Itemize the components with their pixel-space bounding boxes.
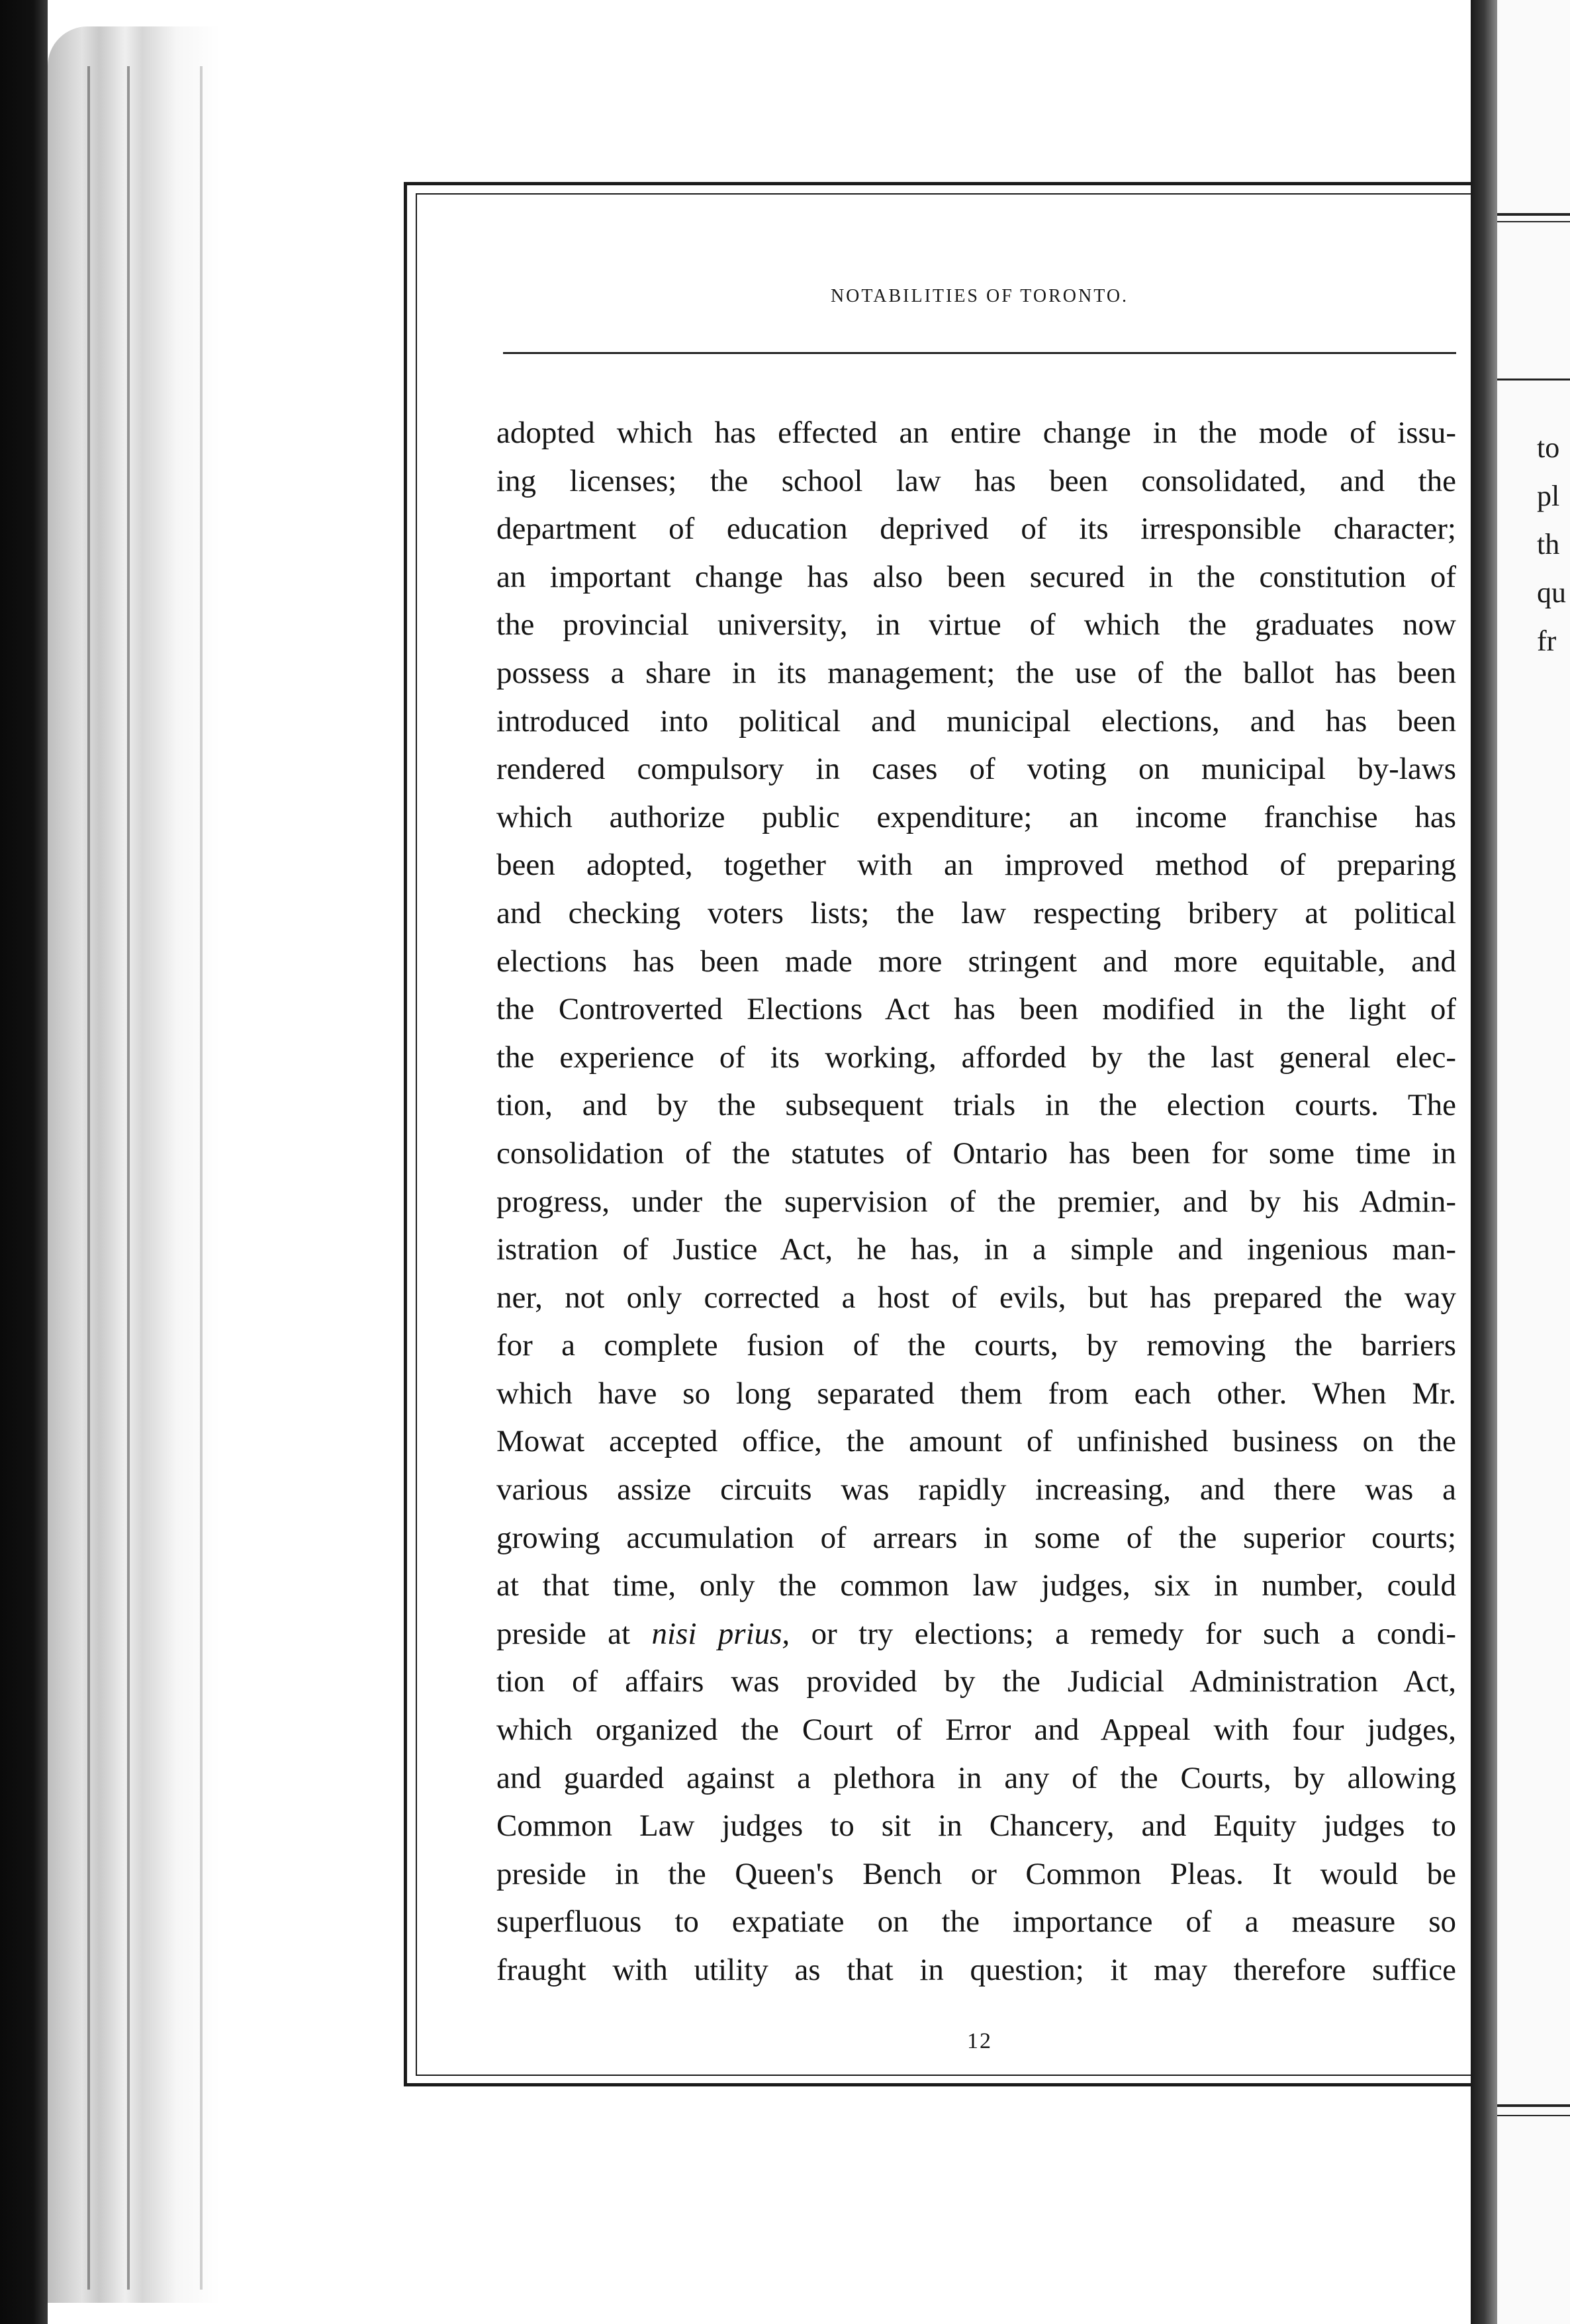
frame-rule-bottom-outer <box>404 2083 1471 2086</box>
frame-rule-top-outer <box>404 182 1471 185</box>
text-line: various assize circuits was rapidly increasing, and there was a <box>496 1472 1456 1507</box>
text-line: the provincial university, in virtue of which the graduates now <box>496 607 1456 643</box>
facing-page-header-rule <box>1497 379 1570 380</box>
facing-page-fragment: qu <box>1537 576 1566 609</box>
text-line <box>496 1610 1456 1658</box>
text-line: which organized the Court of Error and Appeal with four judges, <box>496 1713 1456 1748</box>
text-span: or try elections; a remedy for such a condi- <box>790 1616 1457 1651</box>
frame-rule-left-outer <box>404 182 407 2086</box>
page-edge-line <box>87 66 90 2290</box>
body-text <box>496 409 1456 1994</box>
text-line: growing accumulation of arrears in some of the superior courts; <box>496 1520 1456 1555</box>
text-line: istration of Justice Act, he has, in a simple and ingenious man- <box>496 1232 1456 1267</box>
text-line: an important change has also been secured in the constitution of <box>496 559 1456 594</box>
facing-page-frame-rule <box>1497 2115 1570 2116</box>
header-rule <box>503 352 1456 354</box>
text-line: possess a share in its management; the use of the ballot has been <box>496 655 1456 690</box>
frame-rule-bottom-inner <box>416 2075 1471 2076</box>
facing-page-text-fragments <box>1537 424 1570 665</box>
text-line: for a complete fusion of the courts, by removing the barriers <box>496 1328 1456 1363</box>
text-line: progress, under the supervision of the premier, and by his Admin- <box>496 1184 1456 1219</box>
text-line: and checking voters lists; the law respecting bribery at political <box>496 895 1456 930</box>
text-line: Mowat accepted office, the amount of unfinished business on the <box>496 1424 1456 1459</box>
text-line: tion, and by the subsequent trials in the election courts. The <box>496 1088 1456 1123</box>
stacked-page-edges <box>48 26 220 2303</box>
frame-rule-top-inner <box>416 193 1471 195</box>
text-line: department of education deprived of its irresponsible character; <box>496 512 1456 547</box>
text-line: and guarded against a plethora in any of the Courts, by allowing <box>496 1760 1456 1795</box>
text-line: preside in the Queen's Bench or Common Pleas. It would be <box>496 1856 1456 1891</box>
text-line: the Controverted Elections Act has been modified in the light of <box>496 992 1456 1027</box>
text-line: the experience of its working, afforded by the last general elec- <box>496 1040 1456 1075</box>
text-line: which authorize public expenditure; an income franchise has <box>496 799 1456 834</box>
page-number: 12 <box>967 2029 992 2053</box>
frame-rule-left-inner <box>416 193 417 2076</box>
text-line: elections has been made more stringent and more equitable, and <box>496 944 1456 979</box>
text-line: consolidation of the statutes of Ontario has been for some time in <box>496 1136 1456 1171</box>
text-line: fraught with utility as that in question; it may therefore suffice <box>496 1953 1456 1987</box>
text-line: which have so long separated them from each other. When Mr. <box>496 1376 1456 1411</box>
text-line: rendered compulsory in cases of voting on municipal by-laws <box>496 752 1456 787</box>
facing-page-frame-rule <box>1497 2104 1570 2107</box>
italic-phrase: nisi prius, <box>651 1616 790 1651</box>
text-line: been adopted, together with an improved method of preparing <box>496 848 1456 883</box>
facing-page <box>1497 0 1570 2324</box>
facing-page-frame-rule <box>1497 213 1570 216</box>
text-line: tion of affairs was provided by the Judicial Administration Act, <box>496 1664 1456 1699</box>
text-line: Common Law judges to sit in Chancery, and Equity judges to <box>496 1809 1456 1844</box>
text-line: ing licenses; the school law has been consolidated, and the <box>496 463 1456 498</box>
text-line: superfluous to expatiate on the importance of a measure so <box>496 1904 1456 1940</box>
facing-page-fragment: fr <box>1537 625 1557 657</box>
facing-page-fragment: pl <box>1537 480 1560 512</box>
text-line: at that time, only the common law judges, six in number, could <box>496 1568 1456 1603</box>
text-line: introduced into political and municipal elections, and has been <box>496 703 1456 738</box>
page-edge-line <box>127 66 130 2290</box>
text-line: ner, not only corrected a host of evils, but has prepared the way <box>496 1280 1456 1315</box>
facing-page-fragment: to <box>1537 431 1560 464</box>
facing-page-fragment: th <box>1537 528 1560 560</box>
page-edge-line <box>200 66 203 2290</box>
book-binding-edge <box>0 0 48 2324</box>
gutter-shadow <box>1471 0 1497 2324</box>
facing-page-frame-rule <box>1497 221 1570 222</box>
running-header-title: NOTABILITIES OF TORONTO. <box>830 286 1129 306</box>
text-line: adopted which has effected an entire change in the mode of issu- <box>496 416 1456 450</box>
text-span: preside at <box>496 1616 652 1651</box>
